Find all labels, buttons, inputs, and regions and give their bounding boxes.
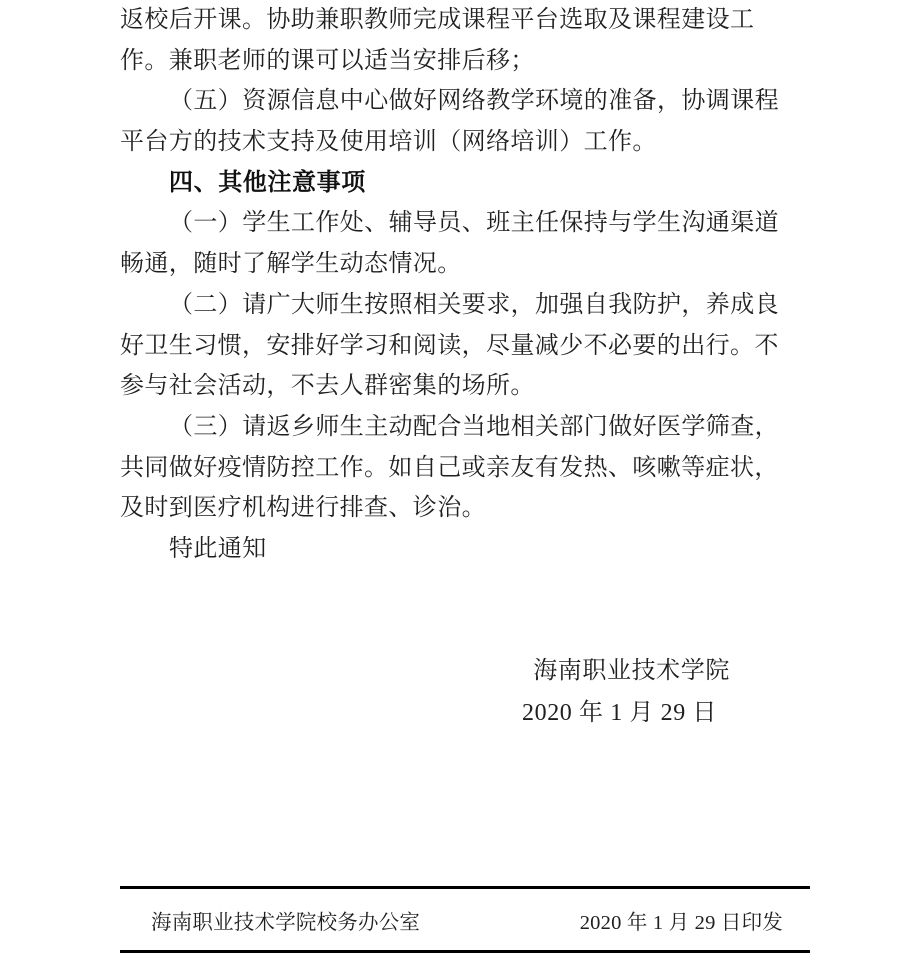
signature-date: 2020 年 1 月 29 日 (522, 699, 717, 726)
section-heading: 四、其他注意事项 (169, 168, 366, 196)
document-line: 返校后开课。协助兼职教师完成课程平台选取及课程建设工 (120, 7, 755, 33)
document-line: （三）请返乡师生主动配合当地相关部门做好医学筛查， (169, 413, 779, 440)
document-line: （二）请广大师生按照相关要求，加强自我防护，养成良 (169, 291, 779, 318)
document-line: 参与社会活动，不去人群密集的场所。 (120, 373, 535, 400)
document-line: 平台方的技术支持及使用培训（网络培训）工作。 (120, 129, 657, 156)
signature-org: 海南职业技术学院 (533, 658, 730, 684)
document-line: 共同做好疫情防控工作。如自己或亲友有发热、咳嗽等症状， (120, 454, 779, 481)
document-line: 作。兼职老师的课可以适当安排后移； (120, 47, 535, 74)
document-line: 及时到医疗机构进行排查、诊治。 (120, 495, 486, 522)
document-body (120, 0, 780, 570)
footer-issuer: 海南职业技术学院校务办公室 (151, 912, 421, 934)
document-footer (120, 886, 810, 953)
signature-block (522, 651, 730, 734)
document-line: （五）资源信息中心做好网络教学环境的准备，协调课程 (169, 88, 779, 115)
document-line: 好卫生习惯，安排好学习和阅读，尽量减少不必要的出行。不 (120, 332, 779, 359)
footer-print-date: 2020 年 1 月 29 日印发 (579, 912, 783, 934)
document-line: （一）学生工作处、辅导员、班主任保持与学生沟通渠道 (169, 210, 779, 237)
footer-row (120, 911, 810, 935)
footer-top-rule (120, 886, 810, 889)
document-line: 畅通，随时了解学生动态情况。 (120, 251, 462, 278)
closing-phrase: 特此通知 (169, 535, 267, 562)
footer-bottom-rule (120, 950, 810, 953)
